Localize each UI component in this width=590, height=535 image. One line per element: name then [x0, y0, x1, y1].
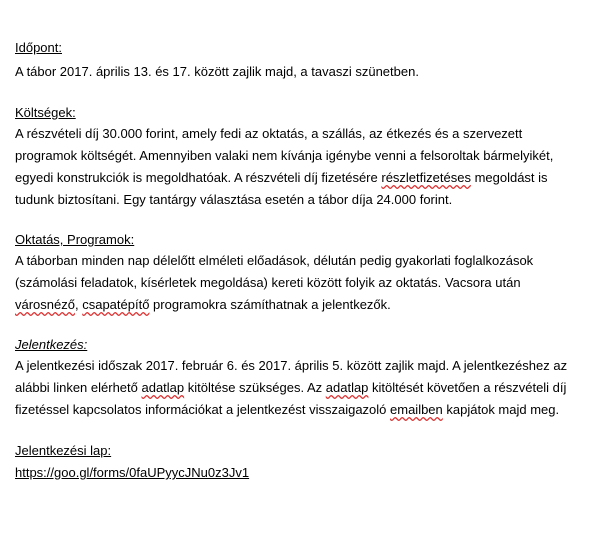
heading-idopont: Időpont: — [15, 40, 62, 55]
form-link[interactable]: https://goo.gl/forms/0faUPyycJNu0z3Jv1 — [15, 465, 250, 480]
koltsegek-line-4: tudunk biztosítani. Egy tantárgy választása esetén a tábor díja 24.000 forint. — [15, 192, 453, 207]
spellcheck-word: részletfizetéses — [381, 170, 471, 185]
jelentkezes-line-3-text: fizetéssel kapcsolatos információkat a jelentkezést visszaigazoló — [15, 402, 391, 417]
koltsegek-line-3-end: megoldást is — [470, 170, 548, 185]
oktatas-line-3 — [15, 297, 391, 313]
heading-oktatas: Oktatás, Programok: — [15, 232, 135, 247]
heading-jelentkezesi-lap: Jelentkezési lap: — [15, 443, 112, 458]
jelentkezes-line-2-end: kitöltését követően a részvételi díj — [368, 380, 567, 395]
jelentkezes-line-2-mid: kitöltése szükséges. Az — [184, 380, 326, 395]
heading-koltsegek: Költségek: — [15, 105, 76, 120]
oktatas-line-1: A táborban minden nap délelőtt elméleti előadások, délután pedig gyakorlati foglalkozások — [15, 253, 534, 268]
jelentkezes-line-3-end: kapjátok majd meg. — [442, 402, 560, 417]
form-link-line — [15, 465, 249, 481]
jelentkezes-line-1: A jelentkezési időszak 2017. február 6. és 2017. április 5. között zajlik majd. A jelentkezéshez az — [15, 358, 568, 373]
koltsegek-line-3-text: egyedi konstrukciók is megoldhatóak. A részvételi díj fizetésére — [15, 170, 382, 185]
oktatas-line-3-end: programokra számíthatnak a jelentkezők. — [149, 297, 391, 312]
spellcheck-word: csapatépítő — [82, 297, 150, 312]
idopont-line-1: A tábor 2017. április 13. és 17. között zajlik majd, a tavaszi szünetben. — [15, 64, 419, 79]
jelentkezes-line-2-text: alábbi linken elérhető — [15, 380, 142, 395]
spellcheck-word: adatlap — [325, 380, 369, 395]
spellcheck-word: adatlap — [141, 380, 185, 395]
spellcheck-word: városnéző — [15, 297, 75, 312]
oktatas-line-2: (számolási feladatok, kísérletek megoldása) kereti között folyik az oktatás. Vacsora után — [15, 275, 521, 290]
koltsegek-line-2: programok költségét. Amennyiben valaki nem kívánja igénybe venni a felsoroltak bármelyikét, — [15, 148, 554, 163]
heading-jelentkezes: Jelentkezés: — [15, 337, 88, 352]
jelentkezes-line-2 — [15, 380, 566, 396]
koltsegek-line-1: A részvételi díj 30.000 forint, amely fedi az oktatás, a szállás, az étkezés és a szervezett — [15, 126, 523, 141]
spellcheck-word: emailben — [390, 402, 443, 417]
koltsegek-line-3 — [15, 170, 548, 186]
oktatas-comma: , — [74, 297, 83, 312]
jelentkezes-line-3 — [15, 402, 559, 418]
